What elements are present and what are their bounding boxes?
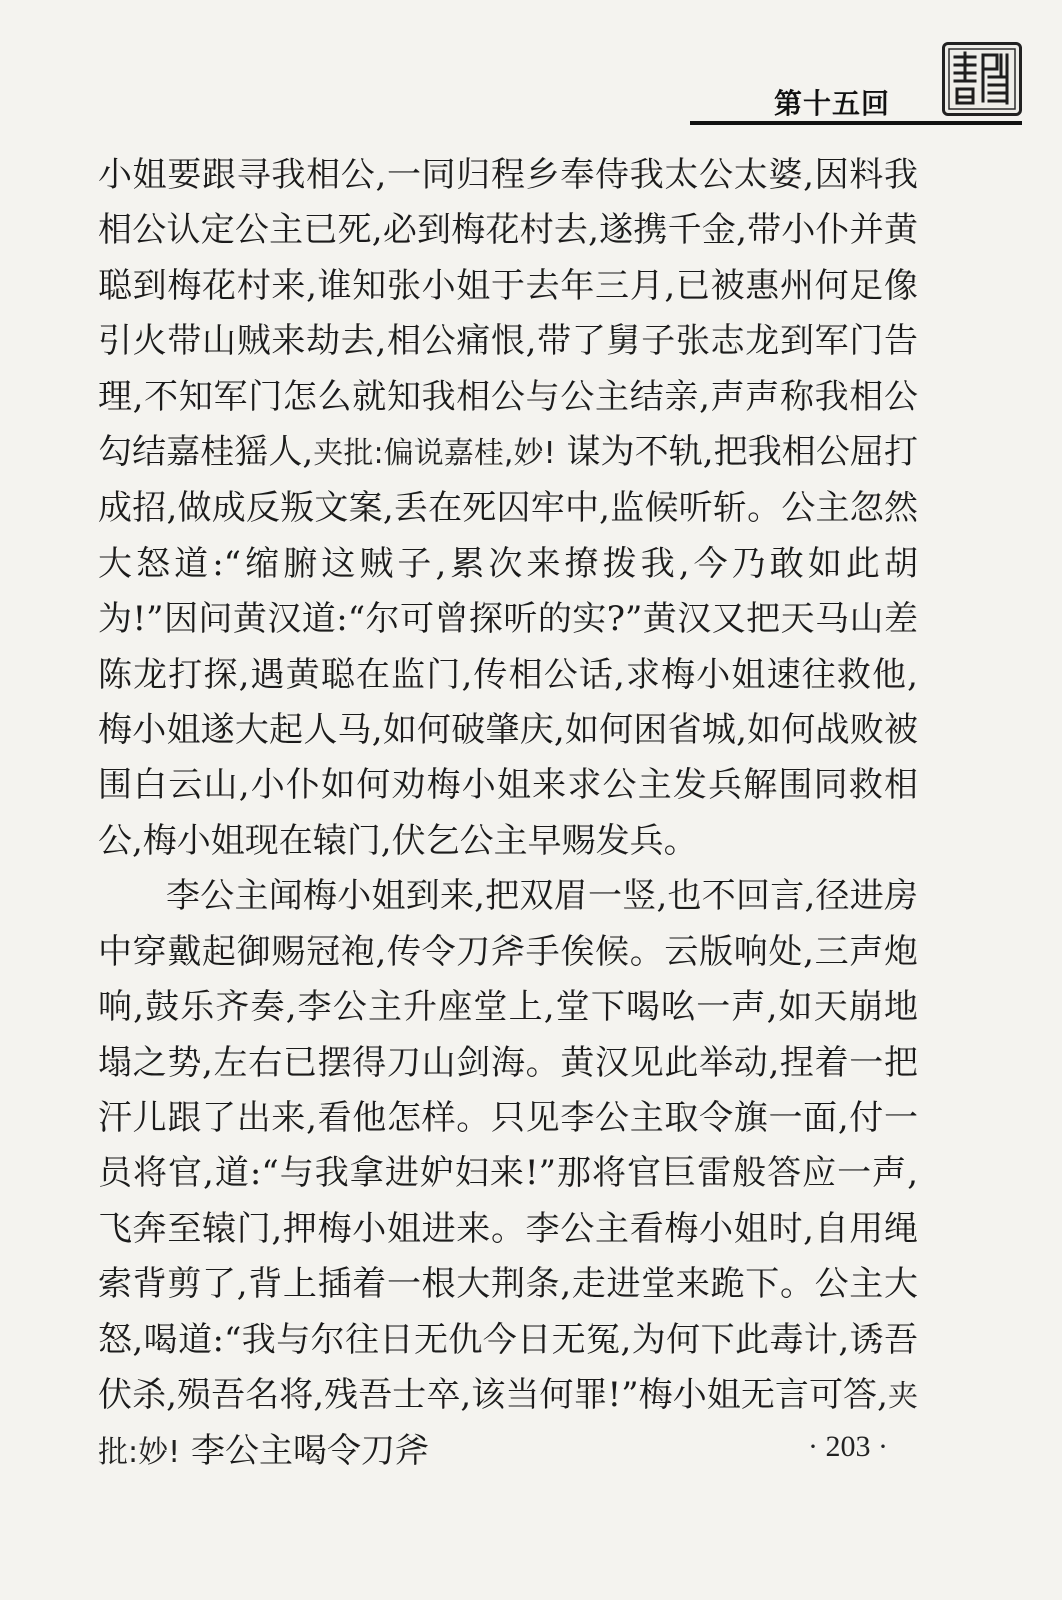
paragraph-1 [98,148,918,869]
header-divider [690,121,1022,125]
seal-glyph-icon [945,45,1019,113]
inline-commentary-1: 夹批:偏说嘉桂,妙! [313,436,556,472]
seal-stamp-icon [942,42,1022,116]
body-text [98,148,918,1481]
chapter-title: 第十五回 [773,87,890,120]
paragraph-2 [98,869,918,1480]
page-number: · 203 · [808,1430,888,1463]
paragraph-2-text-a: 李公主闻梅小姐到来,把双眉一竖,也不回言,径进房中穿戴起御赐冠袍,传令刀斧手俟候。云版响处,三声炮响,鼓乐齐奏,李公主升座堂上,堂下喝吆一声,如天崩地塌之势,左右已摆得刀山剑海。黄汉见此举动,捏着一把汗儿跟了出来,看他怎样。只见李公主取令旗一面,付一员将官,道:“与我拿进妒妇来!”那将官巨雷般答应一声,飞奔至辕门,押梅小姐进来。李公主看梅小姐时,自用绳索背剪了,背上插着一根大荆条,走进堂来跪下。公主大怒,喝道:“我与尔往日无仇今日无冤,为何下此毒计,诱吾伏杀,殒吾名将,残吾士卒,该当何罪!”梅小姐无言可答, [98,876,918,1415]
inline-commentary-2: 夹批:妙! [98,1378,919,1471]
paragraph-1-text-b: 谋为不轨,把我相公屈打成招,做成反叛文案,丢在死囚牢中,监候听斩。公主忽然大怒道:“缩腑这贼子,累次来撩拨我,今乃敢如此胡为!”因问黄汉道:“尔可曾探听的实?”黄汉又把天马山差陈龙打探,遇黄聪在监门,传相公话,求梅小姐速往救他,梅小姐遂大起人马,如何破肇庆,如何困省城,如何战败被围白云山,小仆如何劝梅小姐来求公主发兵解围同救相公,梅小姐现在辕门,伏乞公主早赐发兵。 [98,432,918,861]
paragraph-2-text-b: 李公主喝令刀斧 [180,1431,429,1472]
paragraph-1-text-a: 小姐要跟寻我相公,一同归程乡奉侍我太公太婆,因料我相公认定公主已死,必到梅花村去,遂携千金,带小仆并黄聪到梅花村来,谁知张小姐于去年三月,已被惠州何足像引火带山贼来劫去,相公痛恨,带了舅子张志龙到军门告理,不知军门怎么就知我相公与公主结亲,声声称我相公勾结嘉桂猺人, [98,155,918,473]
